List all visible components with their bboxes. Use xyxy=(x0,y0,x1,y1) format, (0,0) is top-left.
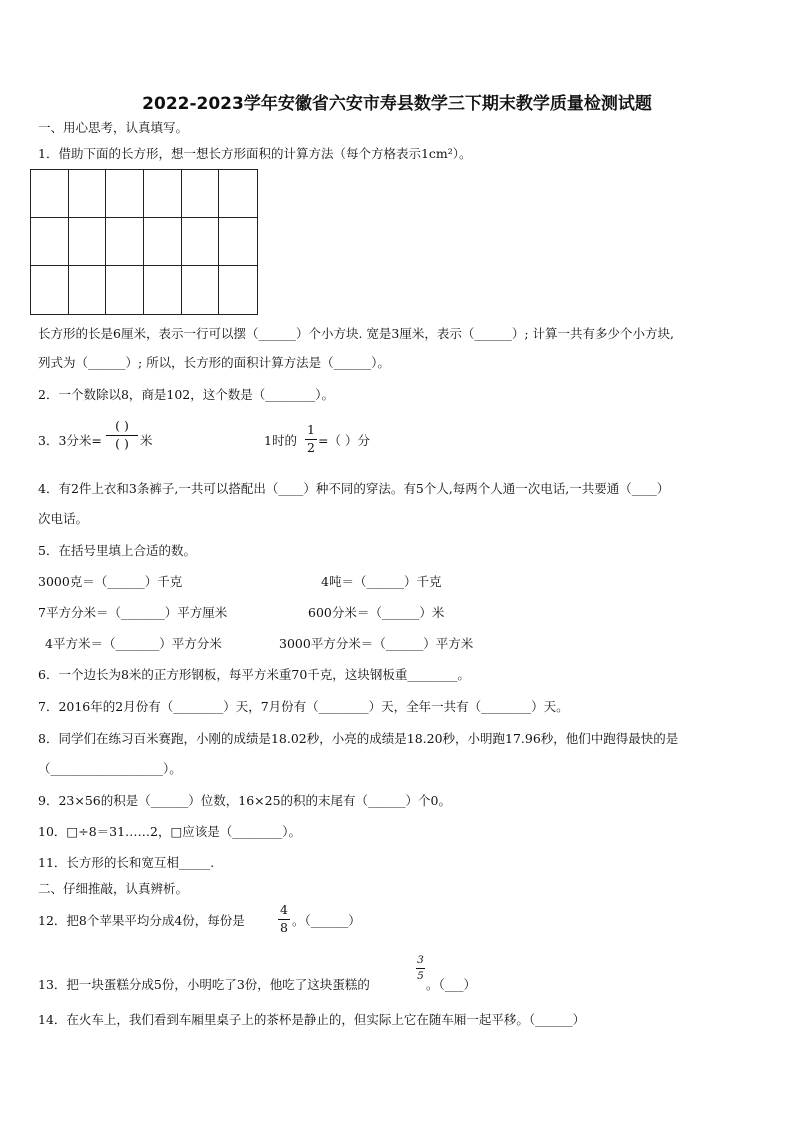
fraction-denominator: 2 xyxy=(307,439,315,455)
fraction-denominator: 8 xyxy=(280,919,288,935)
question-3b-prefix: 1时的 xyxy=(264,433,297,448)
question-5-row-1-a: 3000克＝（______）千克 xyxy=(38,574,183,589)
question-9: 9．23×56的积是（______）位数，16×25的积的末尾有（______）个0。 xyxy=(38,793,451,808)
question-14: 14．在火车上，我们看到车厢里桌子上的茶杯是静止的，但实际上它在随车厢一起平移。（______） xyxy=(38,1012,586,1027)
fraction-numerator: 4 xyxy=(280,902,288,917)
question-13-fraction xyxy=(416,955,425,981)
question-12-fraction xyxy=(278,904,290,934)
question-3b-fraction xyxy=(305,424,317,454)
question-5: 5．在括号里填上合适的数。 xyxy=(38,543,196,558)
question-1: 1．借助下面的长方形，想一想长方形面积的计算方法（每个方格表示1cm²）。 xyxy=(38,146,472,161)
section-heading-2: 二、仔细推敲，认真辨析。 xyxy=(38,881,189,896)
question-2: 2．一个数除以8，商是102，这个数是（________）。 xyxy=(38,387,335,402)
question-3a-suffix: 米 xyxy=(140,433,153,448)
rectangle-grid xyxy=(30,169,258,315)
question-12-suffix: 。（______） xyxy=(292,913,361,928)
question-3a-fraction xyxy=(106,420,138,450)
fraction-numerator: 1 xyxy=(307,422,315,437)
question-13-prefix: 13．把一块蛋糕分成5份，小明吃了3份，他吃了这块蛋糕的 xyxy=(38,977,370,992)
fraction-numerator: ( ) xyxy=(115,418,129,433)
question-5-row-1-b: 4吨＝（______）千克 xyxy=(321,574,442,589)
question-12-prefix: 12．把8个苹果平均分成4份，每份是 xyxy=(38,913,245,928)
question-1-line-1: 长方形的长是6厘米，表示一行可以摆（______）个小方块. 宽是3厘米，表示（______）; 计算一共有多少个小方块, xyxy=(38,326,675,341)
fraction-denominator: 5 xyxy=(417,969,424,982)
question-8-line-2: （__________________）。 xyxy=(38,761,182,776)
question-13-suffix: 。（___） xyxy=(426,977,477,992)
page-title: 2022-2023学年安徽省六安市寿县数学三下期末教学质量检测试题 xyxy=(142,94,652,114)
question-7: 7．2016年的2月份有（________）天，7月份有（________）天，全年一共有（________）天。 xyxy=(38,699,569,714)
question-8-line-1: 8．同学们在练习百米赛跑，小刚的成绩是18.02秒，小亮的成绩是18.20秒，小明跑17.96秒，他们中跑得最快的是 xyxy=(38,731,679,746)
question-5-row-3-b: 3000平方分米＝（______）平方米 xyxy=(279,636,474,651)
section-heading-1: 一、用心思考，认真填写。 xyxy=(38,120,189,135)
question-4-line-2: 次电话。 xyxy=(38,511,89,526)
question-5-row-3-a: 4平方米＝（_______）平方分米 xyxy=(45,636,222,651)
question-3a-prefix: 3．3分米= xyxy=(38,433,102,448)
question-6: 6．一个边长为8米的正方形钢板，每平方米重70千克，这块钢板重________。 xyxy=(38,667,470,682)
question-3b-suffix: =（ ）分 xyxy=(318,433,370,448)
question-11: 11．长方形的长和宽互相_____. xyxy=(38,855,215,870)
question-10: 10．□÷8＝31……2，□应该是（________）。 xyxy=(38,824,302,839)
fraction-numerator: 3 xyxy=(417,954,424,966)
fraction-denominator: ( ) xyxy=(115,435,129,451)
question-5-row-2-b: 600分米＝（______）米 xyxy=(308,605,445,620)
question-1-line-2: 列式为（______）; 所以，长方形的面积计算方法是（______）。 xyxy=(38,355,390,370)
question-4-line-1: 4．有2件上衣和3条裤子,一共可以搭配出（____）种不同的穿法。有5个人,每两个人通一次电话,一共要通（____） xyxy=(38,481,670,496)
question-5-row-2-a: 7平方分米＝（_______）平方厘米 xyxy=(38,605,228,620)
